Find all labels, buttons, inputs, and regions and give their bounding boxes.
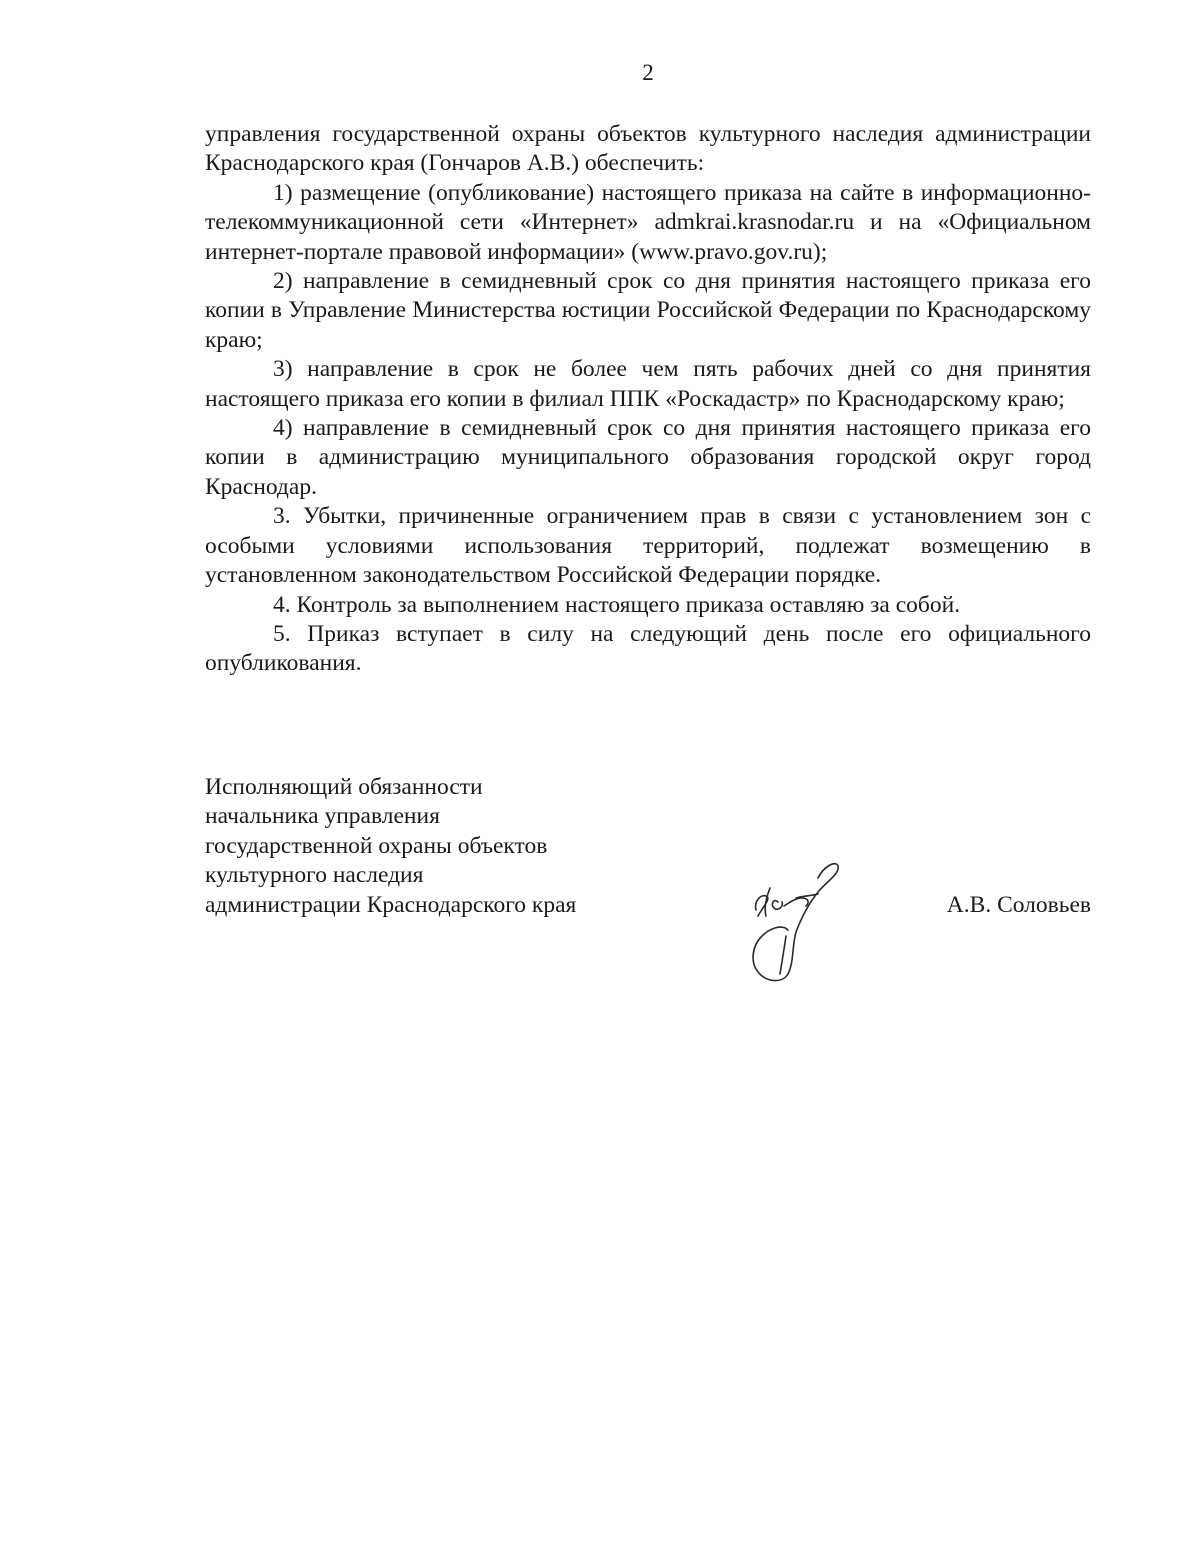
signer-position-line: Исполняющий обязанности	[205, 774, 483, 800]
paragraph-clause-4: 4. Контроль за выполнением настоящего приказа оставляю за собой.	[273, 591, 961, 618]
signer-position-line: администрации Краснодарского края	[205, 891, 577, 918]
paragraph-clause-3: 3. Убытки, причиненные ограничением прав в связи с установлением зон с особыми условиями использования территорий, подлежат возмещению в установленном законодательством Российской Федерации порядке.	[205, 503, 1091, 589]
signer-position-line: начальника управления	[205, 803, 440, 830]
paragraph-item-4: 4) направление в семидневный срок со дня принятия настоящего приказа его копии в администрацию муниципального образования городской округ город Краснодар.	[205, 415, 1091, 500]
page-number: 2	[642, 60, 654, 85]
paragraph-item-2: 2) направление в семидневный срок со дня принятия настоящего приказа его копии в Управление Министерства юстиции Российской Федерации по Краснодарскому краю;	[205, 268, 1091, 353]
paragraph-item-3: 3) направление в срок не более чем пять рабочих дней со дня принятия настоящего приказа его копии в филиал ППК «Роскадастр» по Краснодарскому краю;	[205, 356, 1091, 412]
signer-name: А.В. Соловьев	[946, 891, 1091, 918]
handwritten-signature	[726, 858, 846, 986]
paragraph-intro: управления государственной охраны объектов культурного наследия администрации Краснодарского края (Гончаров А.В.) обеспечить:	[205, 121, 1091, 177]
paragraph-clause-5: 5. Приказ вступает в силу на следующий день после его официального опубликования.	[205, 620, 1091, 677]
document-body	[205, 120, 1091, 679]
paragraph-item-1: 1) размещение (опубликование) настоящего приказа на сайте в информационно-телекоммуникационной сети «Интернет» admkrai.krasnodar.ru и на «Официальном интернет-портале правовой информации» (www.pravo.gov.ru);	[205, 179, 1091, 265]
signature-block	[205, 773, 1091, 920]
signer-position-line: государственной охраны объектов	[205, 832, 548, 859]
signer-position-line: культурного наследия	[205, 862, 424, 889]
